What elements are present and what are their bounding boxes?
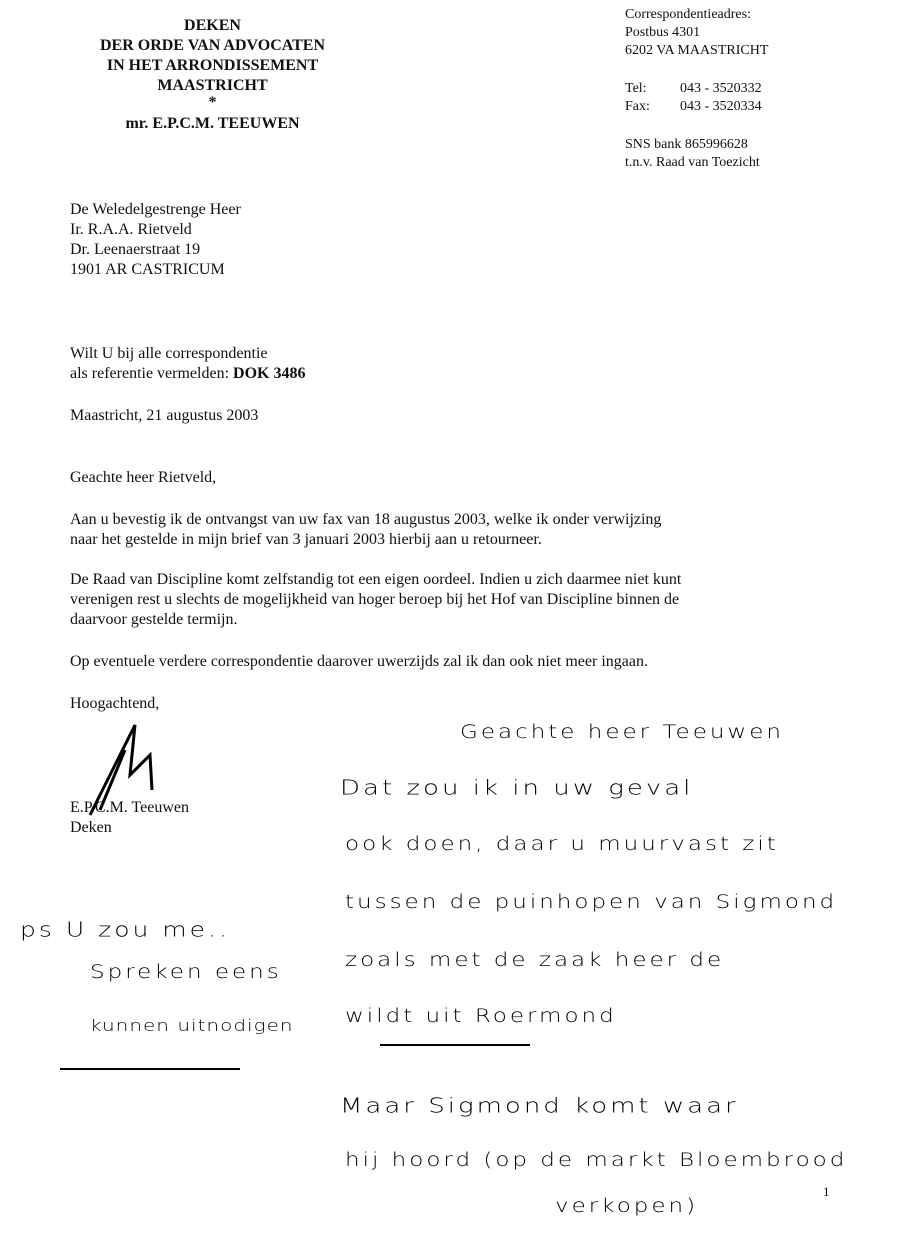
recipient-line: De Weledelgestrenge Heer (70, 201, 241, 218)
letterhead-line: DEKEN (184, 17, 241, 34)
letterhead (60, 16, 365, 134)
salutation: Geachte heer Rietveld, (70, 469, 217, 486)
paragraph-line: De Raad van Discipline komt zelfstandig tot een eigen oordeel. Indien u zich daarmee niet kunt (70, 571, 682, 588)
handwritten-line: Geachte heer Teeuwen (460, 722, 784, 743)
paragraph-line: daarvoor gestelde termijn. (70, 611, 238, 628)
contact-heading: Correspondentieadres: (625, 7, 751, 22)
city: 6202 VA MAASTRICHT (625, 43, 769, 58)
reference-code: DOK 3486 (233, 365, 306, 382)
reference-line: Wilt U bij alle correspondentie (70, 345, 268, 362)
letterhead-line: DER ORDE VAN ADVOCATEN (99, 37, 326, 54)
recipient-line: Ir. R.A.A. Rietveld (70, 221, 192, 238)
letterhead-line: MAASTRICHT (157, 77, 268, 94)
fax-label: Fax: (625, 99, 650, 114)
letterhead-name: mr. E.P.C.M. TEEUWEN (125, 115, 300, 132)
letterhead-star: * (208, 94, 217, 111)
handwritten-line: verkopen) (555, 1196, 699, 1217)
handwritten-line: kunnen uitnodigen (90, 1016, 294, 1036)
page-number: 1 (823, 1184, 830, 1199)
underline (60, 1068, 240, 1070)
handwritten-line: ook doen, daar u muurvast zit (345, 834, 779, 855)
paragraph (70, 652, 648, 672)
reference-line: als referentie vermelden: (70, 365, 230, 382)
fax: 043 - 3520334 (680, 99, 762, 114)
signer-name: E.P.C.M. Teeuwen (70, 799, 190, 816)
paragraph (70, 510, 661, 550)
handwritten-line: ps U zou me.. (20, 918, 230, 942)
underline (380, 1044, 530, 1046)
paragraph (70, 570, 681, 630)
signer-title: Deken (70, 819, 112, 836)
paragraph-line: verenigen rest u slechts de mogelijkheid van hoger beroep bij het Hof van Discipline binnen de (70, 591, 680, 608)
bank: SNS bank 865996628 (625, 137, 748, 152)
handwritten-line: tussen de puinhopen van Sigmond (345, 892, 838, 913)
paragraph-line: Aan u bevestig ik de ontvangst van uw fax van 18 augustus 2003, welke ik onder verwijzing (70, 511, 662, 528)
tel: 043 - 3520332 (680, 81, 762, 96)
paragraph-line: naar het gestelde in mijn brief van 3 januari 2003 hierbij aan u retourneer. (70, 531, 542, 548)
bank-holder: t.n.v. Raad van Toezicht (625, 155, 760, 170)
recipient-address (70, 200, 241, 280)
handwritten-line: wildt uit Roermond (345, 1006, 617, 1027)
letterhead-line: IN HET ARRONDISSEMENT (106, 57, 319, 74)
handwritten-line: Dat zou ik in uw geval (340, 776, 694, 800)
reference-block (70, 344, 305, 384)
letter-date: Maastricht, 21 augustus 2003 (70, 407, 259, 424)
tel-label: Tel: (625, 81, 647, 96)
handwritten-line: Spreken eens (90, 962, 282, 983)
handwritten-line: Maar Sigmond komt waar (340, 1094, 739, 1118)
paragraph-line: Op eventuele verdere correspondentie daarover uwerzijds zal ik dan ook niet meer ingaan. (70, 653, 648, 670)
po-box: Postbus 4301 (625, 25, 701, 40)
handwritten-line: zoals met de zaak heer de (345, 950, 725, 971)
contact-block (625, 6, 768, 172)
recipient-line: Dr. Leenaerstraat 19 (70, 241, 201, 258)
recipient-line: 1901 AR CASTRICUM (70, 261, 225, 278)
closing: Hoogachtend, (70, 695, 160, 712)
handwritten-line: hij hoord (op de markt Bloembrood (345, 1150, 848, 1171)
